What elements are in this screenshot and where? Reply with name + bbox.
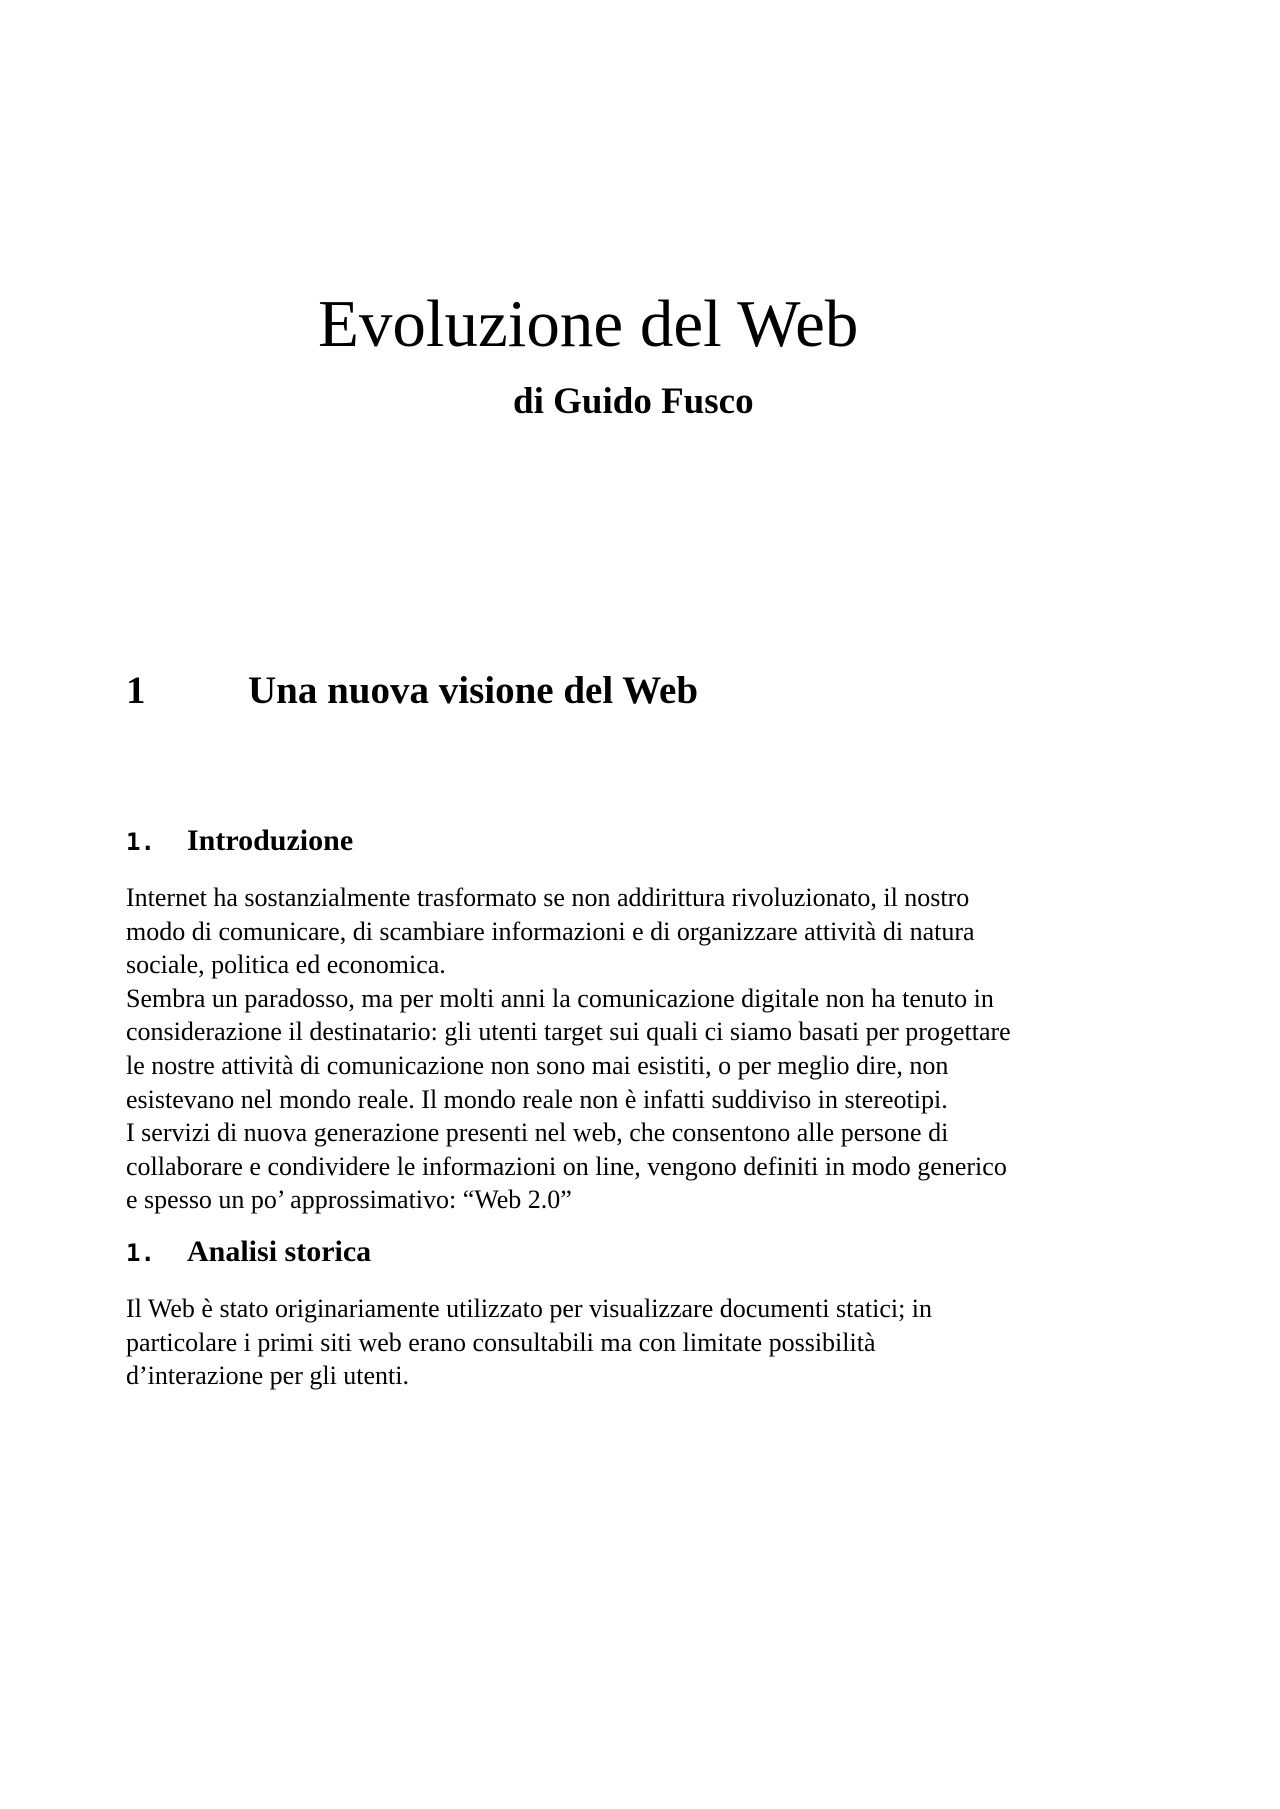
section-body-analisi-storica (126, 1292, 1166, 1393)
section-heading-introduzione (126, 821, 353, 862)
chapter-title: Una nuova visione del Web (248, 669, 699, 712)
body-line: particolare i primi siti web erano consultabili ma con limitate possibilità (126, 1327, 876, 1357)
chapter-heading (126, 665, 698, 717)
body-line: Il Web è stato originariamente utilizzato per visualizzare documenti statici; in (126, 1294, 933, 1323)
section-number: 1. (126, 1239, 155, 1267)
body-line: I servizi di nuova generazione presenti nel web, che consentono alle persone di (126, 1118, 949, 1148)
body-line: sociale, politica ed economica. (126, 950, 446, 980)
section-title: Introduzione (187, 824, 354, 857)
body-line: esistevano nel mondo reale. Il mondo reale non è infatti suddiviso in stereotipi. (126, 1084, 948, 1114)
body-line: considerazione il destinatario: gli utenti target sui quali ci siamo basati per progettare (126, 1017, 1011, 1047)
body-line: collaborare e condividere le informazioni on line, vengono definiti in modo generico (126, 1151, 1007, 1181)
document-author: di Guido Fusco (513, 381, 754, 422)
body-line: e spesso un po’ approssimativo: “Web 2.0” (126, 1185, 572, 1215)
body-line: modo di comunicare, di scambiare informazioni e di organizzare attività di natura (126, 916, 975, 946)
body-line: le nostre attività di comunicazione non sono mai esistiti, o per meglio dire, non (126, 1050, 949, 1080)
section-number: 1. (126, 828, 155, 856)
body-line: Internet ha sostanzialmente trasformato se non addirittura rivoluzionato, il nostro (126, 883, 970, 912)
section-title: Analisi storica (187, 1235, 372, 1268)
chapter-number: 1 (126, 669, 146, 712)
body-line: d’interazione per gli utenti. (126, 1361, 410, 1391)
body-line: Sembra un paradosso, ma per molti anni la comunicazione digitale non ha tenuto in (126, 983, 994, 1013)
document-title: Evoluzione del Web (318, 287, 859, 361)
section-heading-analisi-storica (126, 1232, 371, 1273)
section-body-introduzione (126, 881, 1166, 1217)
